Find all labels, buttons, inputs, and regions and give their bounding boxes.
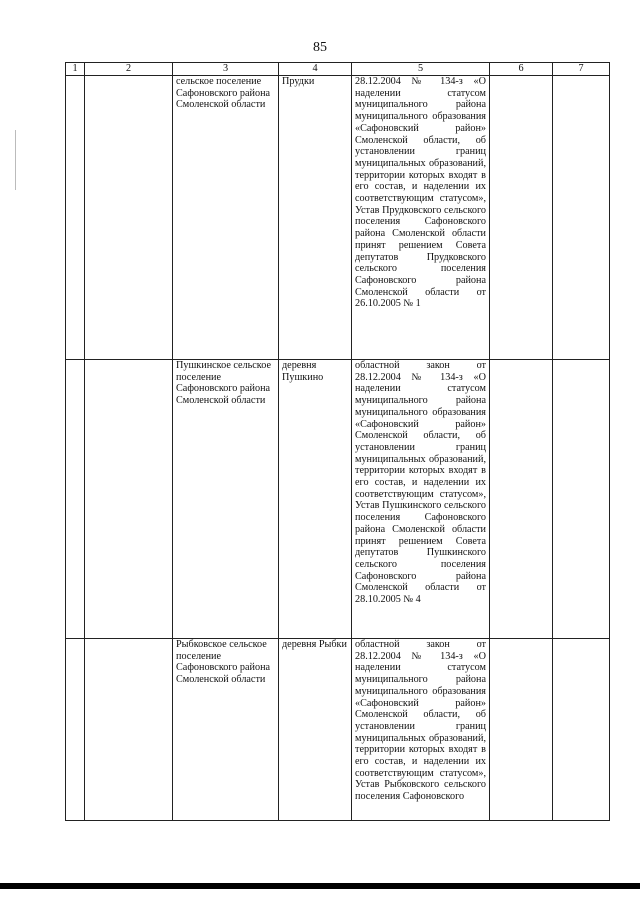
municipal-registry-table: [65, 62, 610, 821]
column-number-4: 4: [279, 63, 352, 76]
column-7-cell: [553, 76, 610, 360]
legal-basis-cell: областной закон от 28.12.2004 № 134-з «О наделении статусом муниципального района муниципального образования «Сафоновский район» Смоленской области, об установлении границ муниципальных образований, территории которых входят в его состав, и наделении их соответствующим статусом», Устав Рыбковского сельского поселения Сафоновского: [352, 639, 490, 821]
column-number-header-row: [66, 63, 610, 76]
municipality-name-cell: Рыбковское сельское поселение Сафоновского района Смоленской области: [173, 639, 279, 821]
column-7-cell: [553, 360, 610, 639]
column-6-cell: [490, 76, 553, 360]
column-number-5: 5: [352, 63, 490, 76]
legal-basis-cell: 28.12.2004 № 134-з «О наделении статусом муниципального района муниципального образования «Сафоновский район» Смоленской области, об установлении границ муниципальных образований, территории которых входят в его состав, и наделении их соответствующим статусом», Устав Прудковского сельского поселения Сафоновского района Смоленской области принят решением Совета депутатов Прудковского сельского поселения Сафоновского района Смоленской области от 26.10.2005 № 1: [352, 76, 490, 360]
page-number: 85: [313, 40, 327, 55]
column-7-cell: [553, 639, 610, 821]
scan-bottom-border: [0, 883, 640, 889]
admin-center-cell: деревня Рыбки: [279, 639, 352, 821]
admin-center-cell: Прудки: [279, 76, 352, 360]
code-cell: [85, 639, 173, 821]
column-number-1: 1: [66, 63, 85, 76]
column-number-2: 2: [85, 63, 173, 76]
table-row: [66, 360, 610, 639]
column-number-6: 6: [490, 63, 553, 76]
row-number-cell: [66, 639, 85, 821]
column-6-cell: [490, 639, 553, 821]
column-6-cell: [490, 360, 553, 639]
column-number-7: 7: [553, 63, 610, 76]
legal-basis-cell: областной закон от 28.12.2004 № 134-з «О наделении статусом муниципального района муниципального образования «Сафоновский район» Смоленской области, об установлении границ муниципальных образований, территории которых входят в его состав, и наделении их соответствующим статусом», Устав Пушкинского сельского поселения Сафоновского района Смоленской области принят решением Совета депутатов Пушкинского сельского поселения Сафоновского района Смоленской области от 28.10.2005 № 4: [352, 360, 490, 639]
table-row: [66, 639, 610, 821]
code-cell: [85, 76, 173, 360]
code-cell: [85, 360, 173, 639]
admin-center-cell: деревня Пушкино: [279, 360, 352, 639]
municipality-name-cell: сельское поселение Сафоновского района Смоленской области: [173, 76, 279, 360]
column-number-3: 3: [173, 63, 279, 76]
municipality-name-cell: Пушкинское сельское поселение Сафоновского района Смоленской области: [173, 360, 279, 639]
row-number-cell: [66, 76, 85, 360]
row-number-cell: [66, 360, 85, 639]
scan-margin-mark: [15, 130, 16, 190]
table-row: [66, 76, 610, 360]
